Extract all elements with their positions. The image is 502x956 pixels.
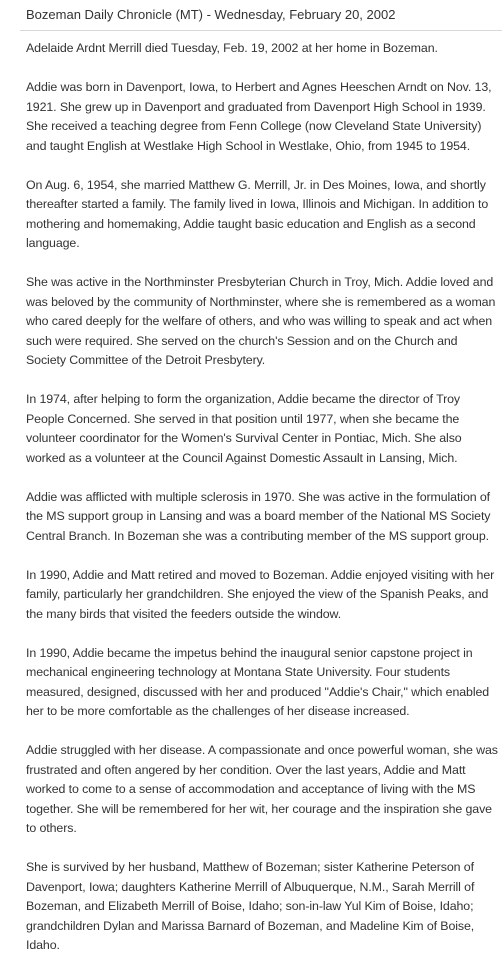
- paragraph-death-notice: Adelaide Ardnt Merrill died Tuesday, Feb. 19, 2002 at her home in Bozeman.: [26, 41, 438, 55]
- paragraph-survivors: She is survived by her husband, Matthew of Bozeman; sister Katherine Peterson of Davenport, Iowa; daughters Katherine Merrill of Albuquerque, N.M., Sarah Merrill of Bozeman, and Elizabeth Merrill of Boise, Idaho; son-in-law Yul Kim of Boise, Idaho; grandchildren Dylan and Marissa Barnard of Bozeman, and Madeline Kim of Boise, Idaho.: [26, 860, 475, 952]
- paragraph-ms-diagnosis: Addie was afflicted with multiple sclerosis in 1970. She was active in the formulation of the MS support group in Lansing and was a board member of the National MS Society Central Branch. In Bozeman she was a contributing member of the MS support group.: [26, 489, 491, 543]
- paragraph-capstone-project: In 1990, Addie became the impetus behind the inaugural senior capstone project in mechanical engineering technology at Montana State University. Four students measured, designed, discussed with her and produced "Addie's Chair," which enabled her to be more comfortable as the challenges of her disease increased.: [26, 645, 490, 718]
- paragraph-struggle: Addie struggled with her disease. A compassionate and once powerful woman, she was frustrated and often angered by her condition. Over the last years, Addie and Matt worked to come to a sense of accommodation and acceptance of living with the MS together. She will be remembered for her wit, her courage and the inspiration she gave to others.: [26, 743, 498, 835]
- obituary-page: [20, 0, 502, 956]
- paragraph-volunteer-work: In 1974, after helping to form the organization, Addie became the director of Troy People Concerned. She served in that position until 1977, when she became the volunteer coordinator for the Women's Survival Center in Pontiac, Mich. She also worked as a volunteer at the Council Against Domestic Assault in Lansing, Mich.: [26, 392, 462, 465]
- paragraph-retirement: In 1990, Addie and Matt retired and moved to Bozeman. Addie enjoyed visiting with her family, particularly her grandchildren. She enjoyed the view of the Spanish Peaks, and the many birds that visited the feeders outside the window.: [26, 567, 495, 621]
- paragraph-marriage: On Aug. 6, 1954, she married Matthew G. Merrill, Jr. in Des Moines, Iowa, and shortly thereafter started a family. The family lived in Iowa, Illinois and Michigan. In addition to mothering and homemaking, Addie taught basic education and English as a second language.: [26, 177, 489, 250]
- source-header: [20, 0, 502, 31]
- obituary-body: [20, 39, 502, 956]
- paragraph-early-life: Addie was born in Davenport, Iowa, to Herbert and Agnes Heeschen Arndt on Nov. 13, 1921. She grew up in Davenport and graduated from Davenport High School in 1939. She received a teaching degree from Fenn College (now Cleveland State University) and taught English at Westlake High School in Westlake, Ohio, from 1945 to 1954.: [26, 80, 492, 153]
- source-line: Bozeman Daily Chronicle (MT) - Wednesday, February 20, 2002: [26, 7, 396, 22]
- paragraph-church: She was active in the Northminster Presbyterian Church in Troy, Mich. Addie loved and was beloved by the community of Northminster, where she is remembered as a woman who cared deeply for the welfare of others, and who was willing to speak and act when such were required. She served on the church's Session and on the Church and Society Committee of the Detroit Presbytery.: [26, 275, 496, 367]
